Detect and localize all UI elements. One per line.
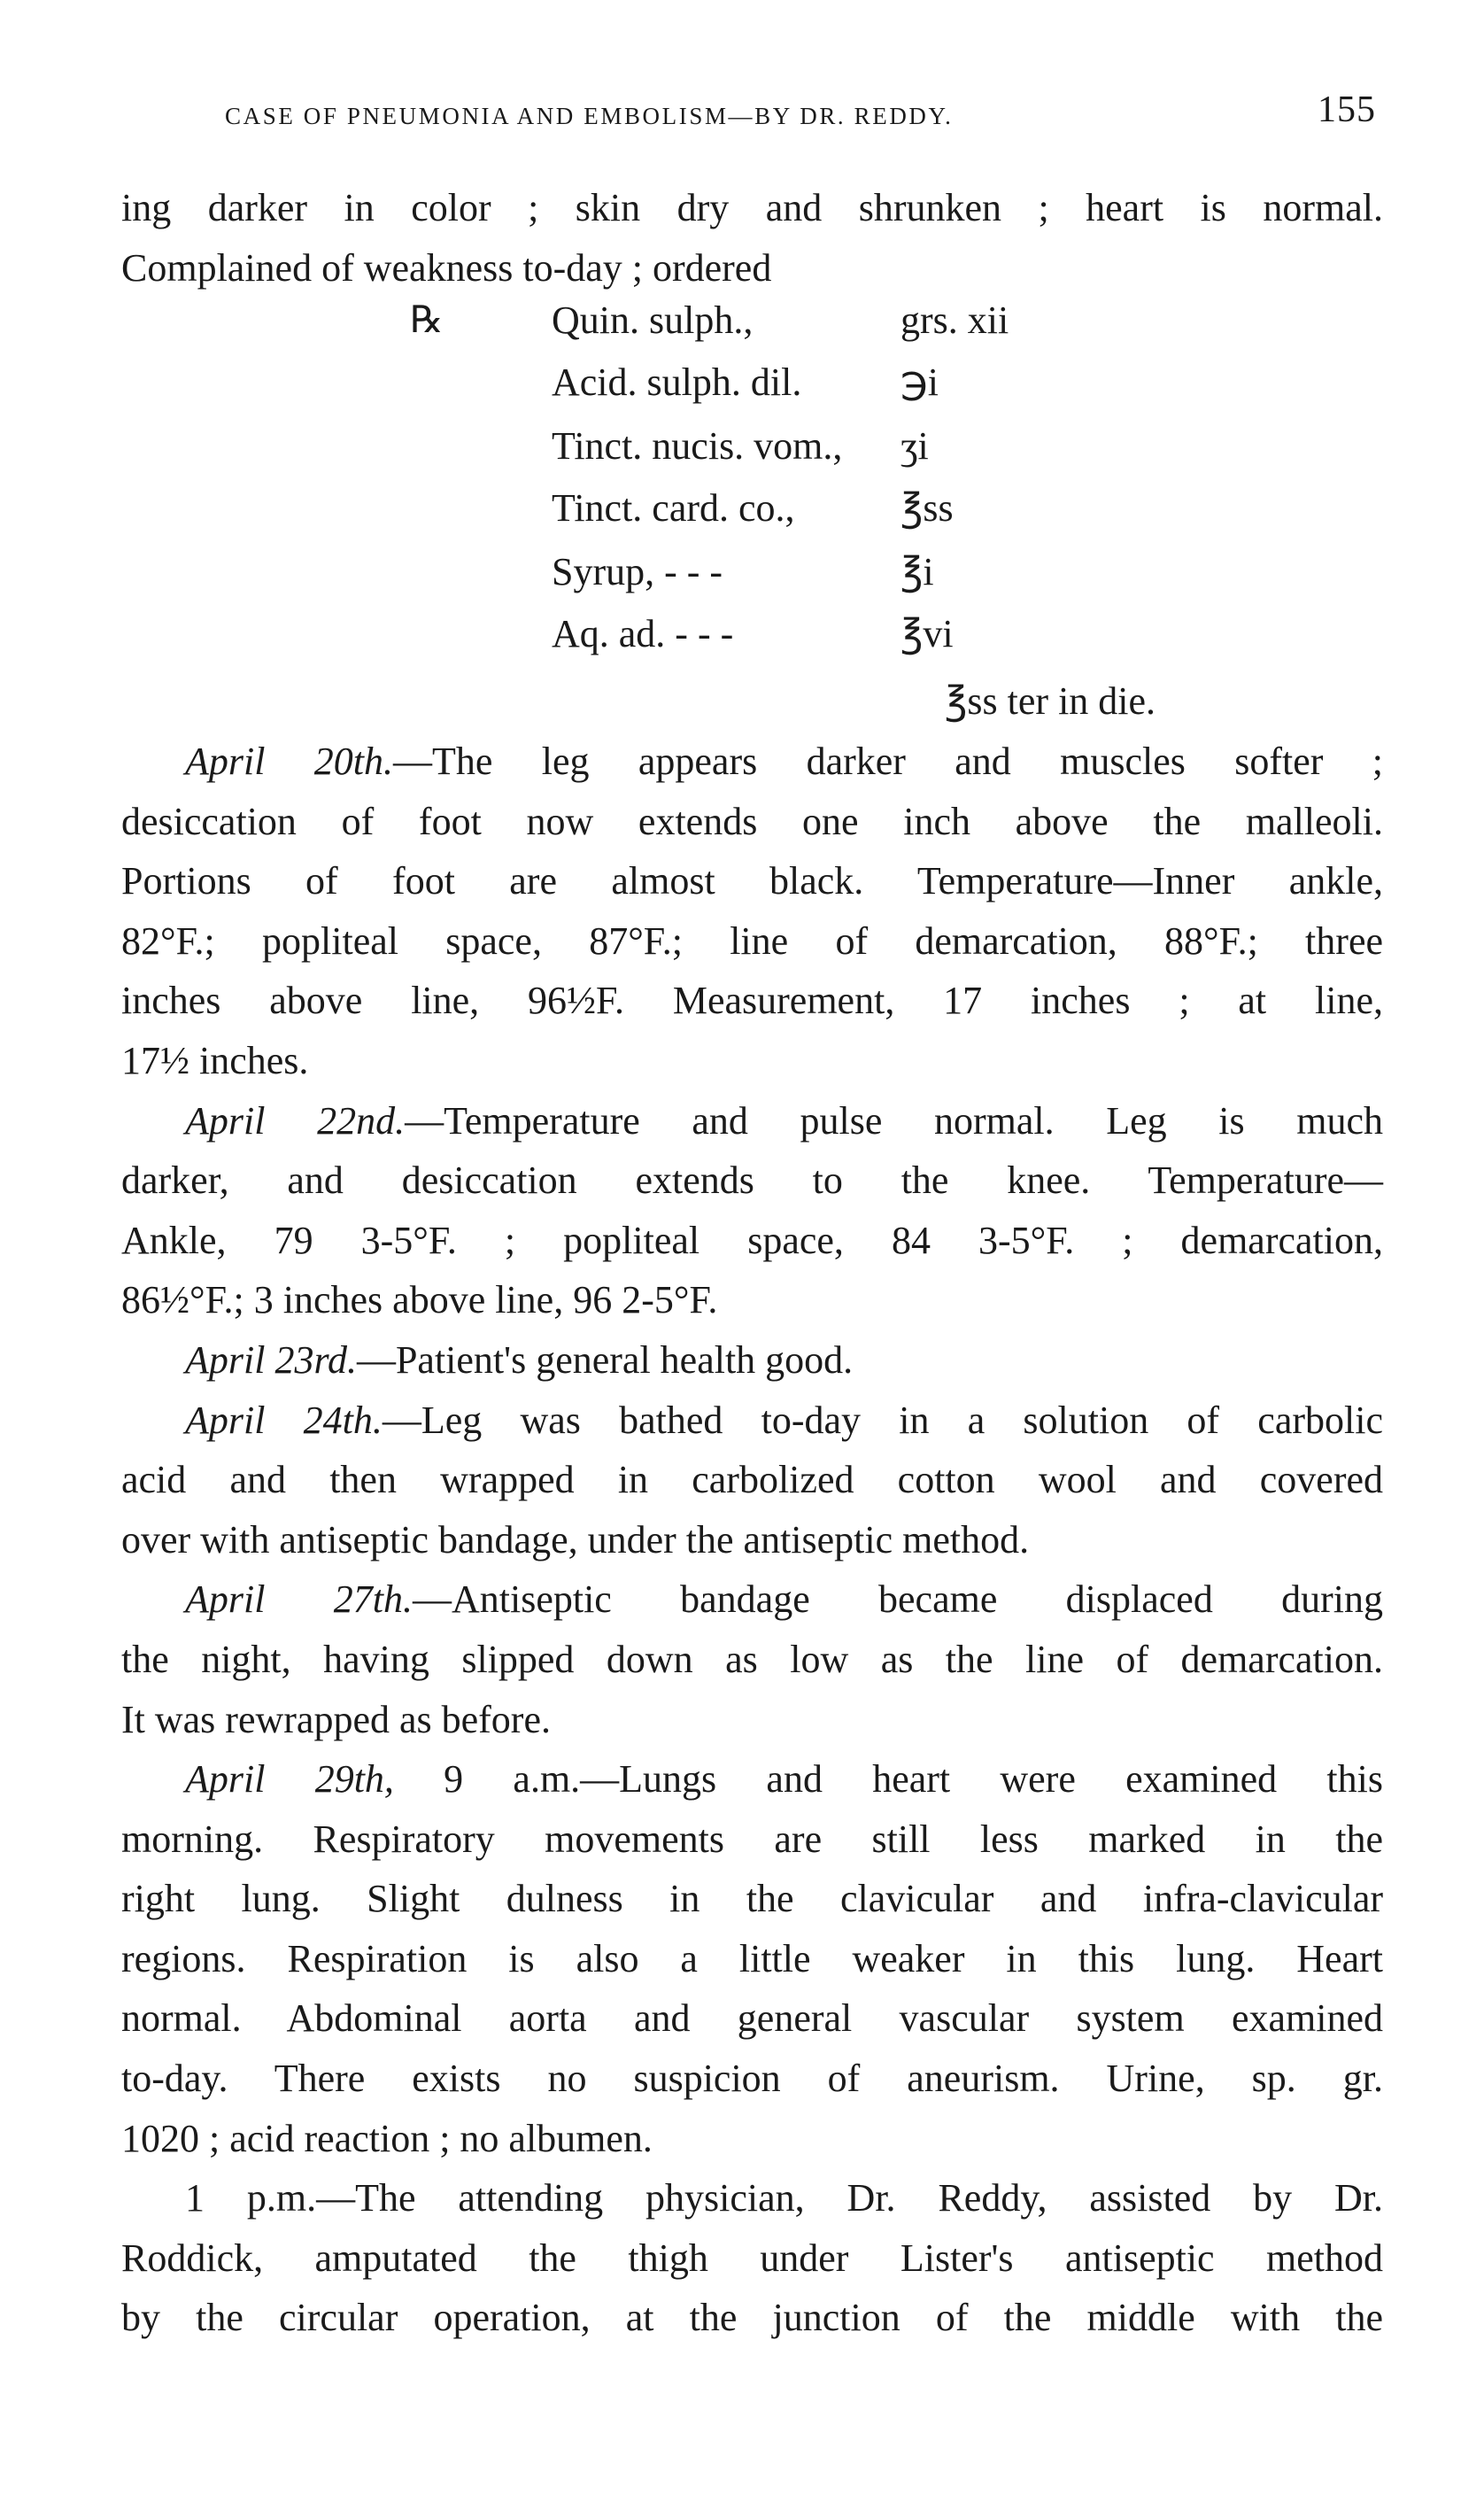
text-line: over with antiseptic bandage, under the antiseptic method.: [121, 1517, 1030, 1561]
prescription-item: [552, 423, 1118, 477]
drug-name: Quin. sulph.,: [552, 298, 754, 342]
prescription-item: [552, 360, 1118, 413]
drug-name: Tinct. nucis. vom.,: [552, 424, 843, 468]
drug-dose: ʒi: [900, 424, 929, 468]
text-line: 82°F.; popliteal space, 87°F.; line of demarcation, 88°F.; three: [121, 918, 1383, 963]
text-line: 86½°F.; 3 inches above line, 96 2-5°F.: [121, 1278, 718, 1322]
text-line: [121, 1569, 1383, 1630]
text-line: Roddick, amputated the thigh under Lister's antiseptic method: [121, 2236, 1383, 2280]
text-line: [121, 1749, 1383, 1809]
prescription-item: [552, 485, 1118, 539]
text-line: Complained of weakness to-day ; ordered: [121, 245, 772, 290]
prescription-item: [552, 298, 1118, 351]
text-line: It was rewrapped as before.: [121, 1697, 551, 1741]
entry-april-22: [121, 1091, 1383, 1330]
text-line: normal. Abdominal aorta and general vascular system examined: [121, 1996, 1383, 2041]
running-header: [225, 89, 1376, 142]
entry-text: 9 a.m.—Lungs and heart were examined this: [393, 1757, 1383, 1802]
entry-text: —Antiseptic bandage became displaced during: [412, 1577, 1383, 1622]
entry-april-23: [121, 1330, 1383, 1391]
text-line: by the circular operation, at the junction of the middle with the: [121, 2296, 1383, 2340]
entry-april-24: [121, 1391, 1383, 1570]
drug-dose: ℥i: [900, 550, 934, 593]
text-line: [121, 1091, 1383, 1151]
drug-name: Acid. sulph. dil.: [552, 360, 802, 404]
entry-april-29: [121, 1749, 1383, 2168]
text-line: Portions of foot are almost black. Temperature—Inner ankle,: [121, 859, 1383, 903]
entry-text: —Temperature and pulse normal. Leg is much: [405, 1098, 1383, 1143]
text-line: inches above line, 96½F. Measurement, 17 inches ; at line,: [121, 979, 1383, 1023]
text-line: [121, 1391, 1383, 1451]
text-line: desiccation of foot now extends one inch above the malleoli.: [121, 799, 1383, 843]
text-line: morning. Respiratory movements are still less marked in the: [121, 1817, 1383, 1861]
drug-name: Aq. ad. - - -: [552, 612, 734, 655]
text-line: regions. Respiration is also a little weaker in this lung. Heart: [121, 1936, 1383, 1980]
text-line: 17½ inches.: [121, 1038, 309, 1082]
entry-text: —Patient's general health good.: [356, 1337, 854, 1382]
text-line: [121, 1330, 1383, 1391]
text-line: ing darker in color ; skin dry and shrunken ; heart is normal.: [121, 186, 1383, 229]
entry-date: April 24th.: [185, 1398, 383, 1442]
prescription-item: [552, 611, 1118, 664]
text-line: darker, and desiccation extends to the knee. Temperature—: [121, 1159, 1383, 1203]
text-line: acid and then wrapped in carbolized cotton wool and covered: [121, 1458, 1383, 1502]
prescription-item: [552, 549, 1118, 602]
prescription-directions: ℥ss ter in die.: [945, 679, 1156, 723]
entry-date: April 27th.: [185, 1577, 413, 1622]
text-line: the night, having slipped down as low as the line of demarcation.: [121, 1637, 1383, 1681]
entry-date: April 29th,: [185, 1757, 394, 1802]
drug-dose: ℥ss: [900, 486, 954, 530]
entry-date: April 20th.: [185, 740, 394, 783]
entry-april-27: [121, 1569, 1383, 1749]
drug-dose: ℈i: [900, 360, 939, 404]
case-notes: [121, 732, 1383, 2348]
running-title: CASE OF PNEUMONIA AND EMBOLISM—BY DR. REDDY.: [225, 103, 954, 129]
entry-date: April 23rd.: [185, 1337, 357, 1382]
text-line: Ankle, 79 3-5°F. ; popliteal space, 84 3-5°F. ; demarcation,: [121, 1218, 1383, 1262]
prescription: [121, 298, 1383, 723]
text-line: right lung. Slight dulness in the clavicular and infra-clavicular: [121, 1877, 1383, 1921]
text-line: 1 p.m.—The attending physician, Dr. Reddy, assisted by Dr.: [185, 2176, 1383, 2220]
entry-text: —Leg was bathed to-day in a solution of carbolic: [382, 1398, 1383, 1442]
text-line: 1020 ; acid reaction ; no albumen.: [121, 2116, 653, 2160]
entry-text: —The leg appears darker and muscles softer ;: [393, 740, 1383, 783]
text-line: to-day. There exists no suspicion of aneurism. Urine, sp. gr.: [121, 2057, 1383, 2101]
opening-text: [121, 178, 1383, 298]
drug-dose: grs. xii: [900, 298, 1009, 342]
recipe-symbol: ℞: [410, 300, 444, 341]
drug-name: Tinct. card. co.,: [552, 486, 795, 530]
entry-april-20: [121, 732, 1383, 1091]
drug-name: Syrup, - - -: [552, 550, 723, 593]
entry-date: April 22nd.: [185, 1098, 406, 1143]
entry-1pm: [121, 2168, 1383, 2348]
page-number: 155: [1318, 89, 1376, 130]
text-line: [121, 732, 1383, 792]
drug-dose: ℥vi: [900, 612, 954, 655]
